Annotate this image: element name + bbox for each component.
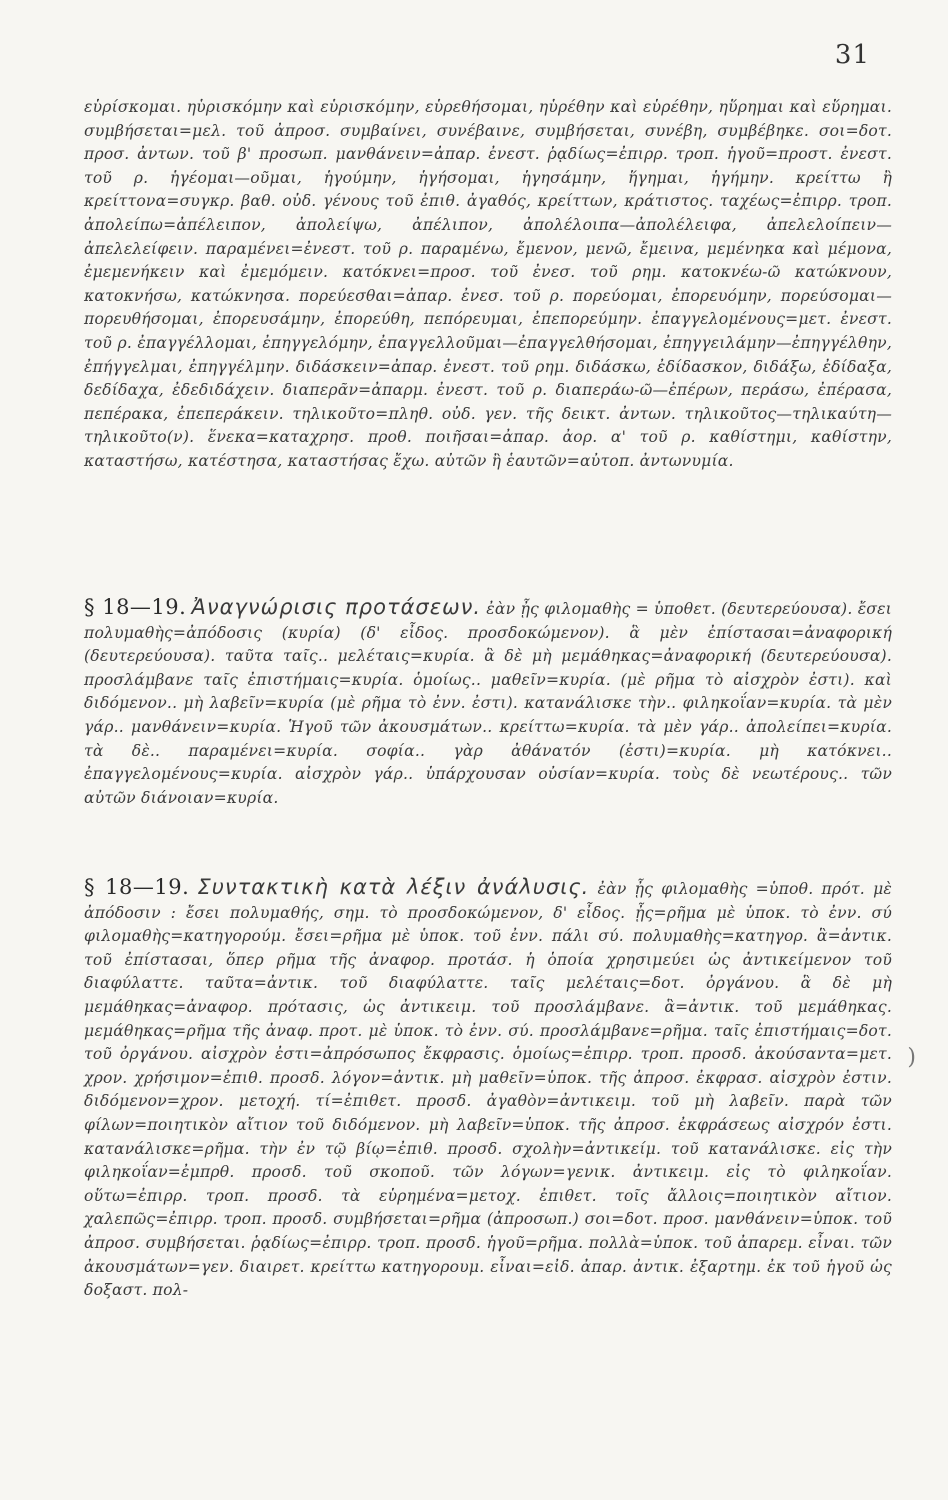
section-body: ἐὰν ᾖς φιλομαθὴς =ὑποθ. πρότ. μὲ ἀπόδοσιν : ἔσει πολυμαθής, σημ. τὸ προσδοκώμενον, δ' εἶδος. ᾖς=ρῆμα μὲ ὑποκ. τὸ ἐνν. σύ φιλομαθὴς=κατηγορούμ. ἔσει=ρῆμα μὲ ὑποκ. τοῦ ἐνν. πάλι σύ. πολυμαθὴς=κατηγορ. ἃ=ἀντικ. τοῦ ἐπίστασαι, ὅπερ ρῆμα τῆς ἀναφορ. προτάσ. ἡ ὁποία χρησιμεύει ὡς ἀντικείμενον τοῦ διαφύλαττε. ταῦτα=ἀντικ. τοῦ διαφύλαττε. ταῖς μελέταις=δοτ. ὀργάνου. ἃ δὲ μὴ μεμάθηκας=ἀναφορ. πρότασις, ὡς ἀντικειμ. τοῦ προσλάμβανε. ἃ=ἀντικ. τοῦ μεμάθηκας. μεμάθηκας=ρῆμα τῆς ἀναφ. προτ. μὲ ὑποκ. τὸ ἐνν. σύ. προσλάμβανε=ρῆμα. ταῖς ἐπιστήμαις=δοτ. τοῦ ὀργάνου. αἰσχρὸν ἐστι=ἀπρόσωπος ἔκφρασις. ὁμοίως=ἐπιρρ. τροπ. προσδ. ἀκούσαντα=μετ. χρον. χρήσιμον=ἐπιθ. προσδ. λόγον=ἀντικ. μὴ μαθεῖν=ὑποκ. τῆς ἀπροσ. ἐκφρασ. αἰσχρὸν ἐστιν. διδόμενον=χρον. μετοχή. τί=ἐπιθετ. προσδ. ἀγαθὸν=ἀντικειμ. τοῦ μὴ λαβεῖν. παρὰ τῶν φίλων=ποιητικὸν αἴτιον τοῦ διδόμενον. μὴ λαβεῖν=ὑποκ. τῆς ἀπροσ. ἐκφράσεως αἰσχρόν ἐστι. κατανάλισκε=ρῆμα. τὴν ἐν τῷ βίῳ=ἐπιθ. προσδ. σχολὴν=ἀντικείμ. τοῦ κατανάλισκε. εἰς τὴν φιληκοΐαν=ἐμπρθ. προσδ. τοῦ σκοποῦ. τῶν λόγων=γενικ. ἀντικειμ. εἰς τὸ φιληκοΐαν. οὕτω=ἐπιρρ. τροπ. προσδ. τὰ εὑρημένα=μετοχ. ἐπιθετ. τοῖς ἄλλοις=ποιητικὸν αἴτιον. χαλεπῶς=ἐπιρρ. τροπ. προσδ. συμβήσεται=ρῆμα (ἀπροσωπ.) σοι=δοτ. προσ. μανθάνειν=ὑποκ. τοῦ ἀπροσ. συμβήσεται. ῥᾳδίως=ἐπιρρ. τροπ. προσδ. ἡγοῦ=ρῆμα. πολλὰ=ὑποκ. τοῦ ἀπαρεμ. εἶναι. τῶν ἀκουσμάτων=γεν. διαιρετ. κρείττω κατηγορουμ. εἶναι=εἰδ. ἀπαρ. ἀντικ. ἐξαρτημ. ἐκ τοῦ ἡγοῦ ὡς δοξαστ. πολ- [84, 880, 892, 1300]
section-number: § 18—19. [84, 875, 190, 899]
section-body: ἐὰν ᾖς φιλομαθὴς = ὑποθετ. (δευτερεύουσα). ἔσει πολυμαθὴς=ἀπόδοσις (κυρία) (δ' εἶδος. προσδοκώμενον). ἃ μὲν ἐπίστασαι=ἀναφορική (δευτερεύουσα). ταῦτα ταῖς.. μελέταις=κυρία. ἃ δὲ μὴ μεμάθηκας=ἀναφορική (δευτερεύουσα). προσλάμβανε ταῖς ἐπιστήμαις=κυρία. ὁμοίως.. μαθεῖν=κυρία. (μὲ ρῆμα τὸ αἰσχρὸν ἐστι). καὶ διδόμενον.. μὴ λαβεῖν=κυρία (μὲ ρῆμα τὸ ἐνν. ἐστι). κατανάλισκε τὴν.. φιληκοΐαν=κυρία. τὰ μὲν γάρ.. μανθάνειν=κυρία. Ἡγοῦ τῶν ἀκουσμάτων.. κρείττω=κυρία. τὰ μὲν γάρ.. ἀπολείπει=κυρία. τὰ δὲ.. παραμένει=κυρία. σοφία.. γὰρ ἀθάνατόν (ἐστι)=κυρία. μὴ κατόκνει.. ἐπαγγελομένους=κυρία. αἰσχρὸν γάρ.. ὑπάρχουσαν οὐσίαν=κυρία. τοὺς δὲ νεωτέρους.. τῶν αὐτῶν διάνοιαν=κυρία. [84, 600, 892, 807]
section-title: Ἀναγνώρισις προτάσεων. [191, 595, 482, 619]
section-number: § 18—19. [84, 595, 187, 619]
margin-mark: ) [907, 1045, 916, 1070]
vocabulary-notes-paragraph: εὑρίσκομαι. ηὑρισκόμην καὶ εὑρισκόμην, εὑρεθήσομαι, ηὑρέθην καὶ εὑρέθην, ηὕρημαι καὶ εὕρημαι. συμβήσεται=μελ. τοῦ ἀπροσ. συμβαίνει, συνέβαινε, συμβήσεται, συνέβη, συμβέβηκε. σοι=δοτ. προσ. ἀντων. τοῦ β' προσωπ. μανθάνειν=ἀπαρ. ἐνεστ. ῥᾳδίως=ἐπιρρ. τροπ. ἡγοῦ=προστ. ἐνεστ. τοῦ ρ. ἡγέομαι—οῦμαι, ἡγούμην, ἡγήσομαι, ἡγησάμην, ἥγημαι, ἡγήμην. κρείττω ἢ κρείττονα=συγκρ. βαθ. οὐδ. γένους τοῦ ἐπιθ. ἀγαθός, κρείττων, κράτιστος. ταχέως=ἐπιρρ. τροπ. ἀπολείπω=ἀπέλειπον, ἀπολείψω, ἀπέλιπον, ἀπολέλοιπα—ἀπολέλειφα, ἀπελελοίπειν—ἀπελελείφειν. παραμένει=ἐνεστ. τοῦ ρ. παραμένω, ἔμενον, μενῶ, ἔμεινα, μεμένηκα καὶ μέμονα, ἐμεμενήκειν καὶ ἐμεμόμειν. κατόκνει=προσ. τοῦ ἐνεσ. τοῦ ρημ. κατοκνέω-ῶ κατώκνουν, κατοκνήσω, κατώκνησα. πορεύεσθαι=ἀπαρ. ἐνεσ. τοῦ ρ. πορεύομαι, ἐπορευόμην, πορεύσομαι—πορευθήσομαι, ἐπορευσάμην, ἐπορεύθη, πεπόρευμαι, ἐπεπορεύμην. ἐπαγγελομένους=μετ. ἐνεστ. τοῦ ρ. ἐπαγγέλλομαι, ἐπηγγελόμην, ἐπαγγελλοῦμαι—ἐπαγγελθήσομαι, ἐπηγγειλάμην—ἐπηγγέλθην, ἐπήγγελμαι, ἐπηγγέλμην. διδάσκειν=ἀπαρ. ἐνεστ. τοῦ ρημ. διδάσκω, ἐδίδασκον, διδάξω, ἐδίδαξα, δεδίδαχα, ἐδεδιδάχειν. διαπερᾶν=ἀπαρμ. ἐνεστ. τοῦ ρ. διαπεράω-ῶ—ἐπέρων, περάσω, ἐπέρασα, πεπέρακα, ἐπεπεράκειν. τηλικοῦτο=πληθ. οὐδ. γεν. τῆς δεικτ. ἀντων. τηλικοῦτος—τηλικαύτη—τηλικοῦτο(ν). ἕνεκα=καταχρησ. προθ. ποιῆσαι=ἀπαρ. ἀορ. α' τοῦ ρ. καθίστημι, καθίστην, καταστήσω, κατέστησα, καταστήσας ἔχω. αὐτῶν ἢ ἑαυτῶν=αὐτοπ. ἀντωνυμία. [84, 98, 892, 470]
section-syntactic-analysis [84, 876, 892, 1303]
section-title: Συντακτικὴ κατὰ λέξιν ἀνάλυσις. [197, 875, 590, 899]
vocabulary-notes-block [84, 96, 892, 474]
section-paragraph [84, 876, 892, 1303]
page-number: 31 [834, 40, 870, 70]
section-recognition-of-clauses [84, 596, 892, 810]
section-paragraph [84, 596, 892, 810]
